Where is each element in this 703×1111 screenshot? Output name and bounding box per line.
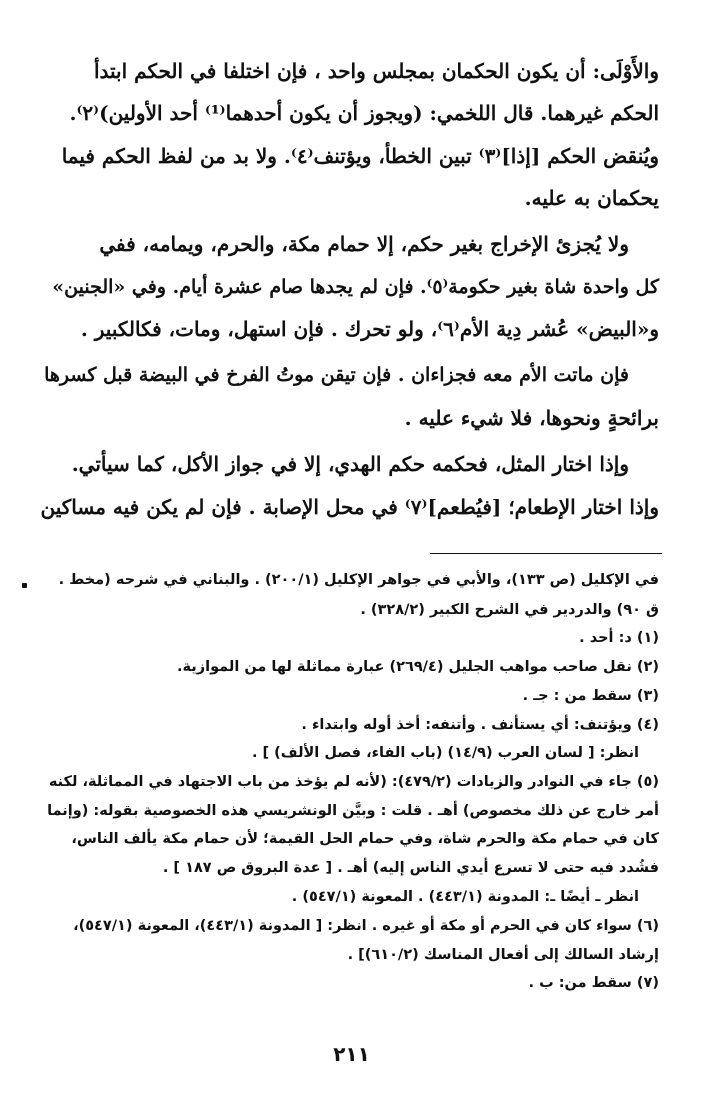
body-line-10: وإذا اختار المثل، فحكمه حكم الهدي، إلا في جواز الأكل، كما سيأتي. xyxy=(71,452,629,476)
footnote-line-2: ق ٩٠) والدردير في الشرح الكبير (٣٢٨/٢) . xyxy=(360,602,659,618)
footnote-line-1: في الإكليل (ص ١٣٣)، والأبي في جواهر الإكليل (٢٠٠/١) . والبناني في شرحه (مخط . xyxy=(58,572,659,588)
footnote-continuation-marker xyxy=(22,583,27,588)
body-line-8: فإن ماتت الأم معه فجزاءان . فإن تيقن موتُ الفرخ في البيضة قبل كسرها xyxy=(44,364,629,386)
footnote-line-7: انظر: [ لسان العرب (١٤/٩) (باب الفاء، فصل الألف) ] . xyxy=(251,745,639,761)
footnote-line-15: (٧) سقط من: ب . xyxy=(528,975,659,991)
footnote-line-6: (٤) ويؤتنف: أي يستأنف . وأتنفه: أخذ أوله وابتداء . xyxy=(301,717,659,733)
body-line-5: ولا يُجزئ الإخراج بغير حكم، إلا حمام مكة، والحرم، ويمامه، ففي xyxy=(99,232,629,256)
body-line-4: يحكمان به عليه. xyxy=(524,186,659,210)
page-number: ٢١١ xyxy=(333,1042,370,1066)
footnote-line-3: (١) د: أحد . xyxy=(579,630,659,646)
footnote-line-12: انظر ـ أيضًا ـ: المدونة (٤٤٣/١) . المعونة (٥٤٧/١) . xyxy=(291,889,639,905)
footnote-line-5: (٣) سقط من : جـ . xyxy=(522,688,659,704)
body-line-1: والأَوْلَى: أن يكون الحكمان بمجلس واحد ، فإن اختلفا في الحكم ابتدأ xyxy=(93,59,659,83)
footnote-line-4: (٢) نقل صاحب مواهب الجليل (٢٦٩/٤) عبارة مماثلة لها من الموازية. xyxy=(177,659,659,675)
body-line-2: الحكم غيرهما. قال اللخمي: (ويجوز أن يكون أحدهما⁽¹⁾ أحد الأولين)⁽٢⁾. xyxy=(69,101,659,125)
body-line-3: ويُنقض الحكم [إذا]⁽٣⁾ تبين الخطأ، ويؤتنف⁽٤⁾. ولا بد من لفظ الحكم فيما xyxy=(61,144,659,168)
body-line-7: و«البيض» عُشر دِية الأم⁽٦⁾، ولو تحرك . فإن استهل، ومات، فكالكبير . xyxy=(80,317,659,341)
footnote-line-13: (٦) سواء كان في الحرم أو مكة أو غيره . انظر: [ المدونة (٤٤٣/١)، المعونة (٥٤٧/١)، xyxy=(73,918,659,934)
footnote-line-14: إرشاد السالك إلى أفعال المناسك (٦١٠/٢)] . xyxy=(347,947,659,963)
footnote-line-11: فشُدد فيه حتى لا تسرع أيدي الناس إليه) أهـ . [ عدة البروق ص ١٨٧ ] . xyxy=(162,860,659,876)
body-line-9: برائحةٍ ونحوها، فلا شيء عليه . xyxy=(404,406,659,430)
footnote-line-8: (٥) جاء في النوادر والزيادات (٤٧٩/٢): (لأنه لم يؤخذ من باب الاجتهاد في المماثلة، لكنه xyxy=(48,774,659,790)
footnote-line-10: كان في حمام مكة والحرم شاة، وفي حمام الحل القيمة؛ لأن حمام مكة يألف الناس، xyxy=(71,831,659,847)
footnote-separator xyxy=(430,553,662,554)
body-line-6: كل واحدة شاة بغير حكومة⁽٥⁾. فإن لم يجدها صام عشرة أيام. وفي «الجنين» xyxy=(52,276,659,298)
footnote-line-9: أمر خارج عن ذلك مخصوص) أهـ . قلت : وبيَّن الونشريسي هذه الخصوصية بقوله: (وإنما xyxy=(47,803,659,819)
body-line-11: وإذا اختار الإطعام؛ [فيُطعم]⁽٧⁾ في محل الإصابة . فإن لم يكن فيه مساكين xyxy=(40,495,659,519)
